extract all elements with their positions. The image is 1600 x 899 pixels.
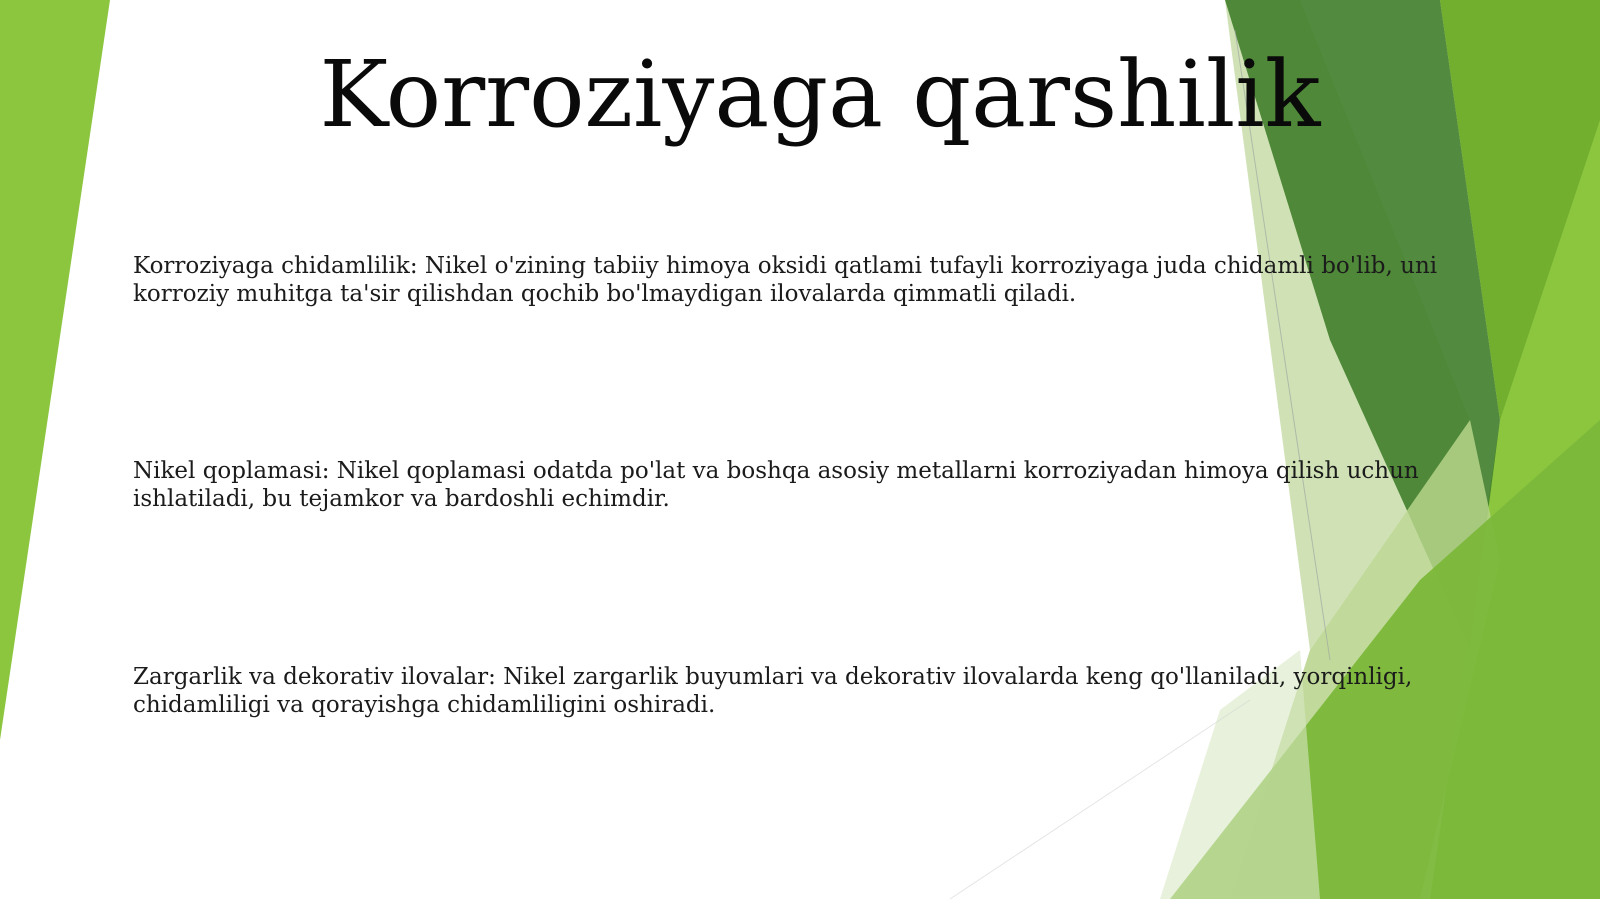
paragraph-nickel-plating: Nikel qoplamasi: Nikel qoplamasi odatda po'lat va boshqa asosiy metallarni korroziyadan himoya qilish uchun ishlatiladi, bu tejamkor va bardoshli echimdir.: [133, 458, 1419, 512]
slide-title: Korroziyaga qarshilik: [319, 41, 1321, 148]
paragraph-corrosion-resistance: Korroziyaga chidamlilik: Nikel o'zining tabiiy himoya oksidi qatlami tufayli korroziyaga juda chidamli bo'lib, uni korroziy muhitga ta'sir qilishdan qochib bo'lmaydigan ilovalarda qimmatli qiladi.: [133, 253, 1438, 307]
paragraph-jewelry-decorative: Zargarlik va dekorativ ilovalar: Nikel zargarlik buyumlari va dekorativ ilovalarda keng qo'llaniladi, yorqinligi, chidamliligi va qorayishga chidamliligini oshiradi.: [133, 664, 1413, 718]
